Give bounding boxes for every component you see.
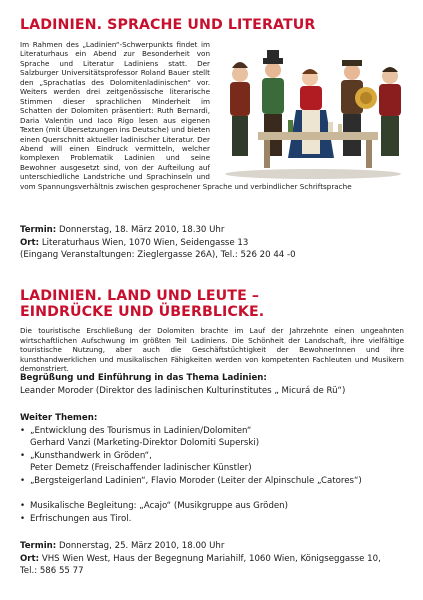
bullet-icon: • bbox=[20, 475, 26, 486]
section2-ort bbox=[20, 553, 410, 566]
section2-themes bbox=[20, 412, 410, 488]
section2-greeting bbox=[20, 372, 410, 397]
greeting-title: Begrüßung und Einführung in das Thema Ladinien: bbox=[20, 373, 267, 383]
section2-extras bbox=[20, 500, 410, 525]
section2-termin-value: Donnerstag, 25. März 2010, 18.00 Uhr bbox=[56, 541, 225, 551]
bullet-icon: • bbox=[20, 450, 26, 461]
bullet-icon: • bbox=[20, 501, 26, 511]
section2-ort-label: Ort: bbox=[20, 553, 40, 564]
section2-heading-line2: EINDRÜCKE UND ÜBERBLICKE. bbox=[20, 304, 265, 320]
theme-item bbox=[20, 425, 410, 450]
theme-item bbox=[20, 450, 410, 475]
section2-ort-value: VHS Wien West, Haus der Begegnung Mariahilf, 1060 Wien, Königseggasse 10, bbox=[39, 553, 381, 564]
section1-extra: (Eingang Veranstaltungen: Zieglergasse 26A), Tel.: 526 20 44 -0 bbox=[20, 250, 296, 261]
section1-ort-label: Ort: bbox=[20, 237, 40, 248]
extras-item bbox=[20, 513, 410, 526]
section1-event-info bbox=[20, 224, 410, 262]
section1-ort-value: Literaturhaus Wien, 1070 Wien, Seidengasse 13 bbox=[39, 237, 249, 248]
extras-list bbox=[20, 500, 410, 525]
section1-heading: LADINIEN. SPRACHE UND LITERATUR bbox=[20, 17, 316, 33]
theme-line1: „Bergsteigerland Ladinien“, Flavio Moroder (Leiter der Alpinschule „Catores“) bbox=[30, 475, 362, 486]
theme-item bbox=[20, 475, 410, 488]
section2-heading-line1: LADINIEN. LAND UND LEUTE – bbox=[20, 288, 260, 304]
themes-title: Weiter Themen: bbox=[20, 413, 98, 423]
section1-termin-value: Donnerstag, 18. März 2010, 18.30 Uhr bbox=[56, 225, 225, 235]
photo-wrap-spacer bbox=[210, 40, 403, 180]
section1-intro-text: Im Rahmen des „Ladinien“-Schwerpunkts findet im Literaturhaus ein Abend zur Besonderheit von Sprache und Literatur Ladiniens statt. Der Salzburger Universitätsprofessor Roland Bauer stellt den „Sprachatlas des Dolomitenladinischen“ vor. Weiters werden drei zeitgenössische literarische Stimmen dieser sprachlichen Minderheit im Schatten der Dolomiten präsentiert: Ruth Bernardi, Daria Valentin und Iaco Rigo lesen aus eigenen Texten (mit Übersetzungen ins Deutsche) und bieten einen Querschnitt aktueller ladinischer Literatur. Der Abend will einen Eindruck vermitteln, welcher komplexen Problematik Ladinien und seine Bewohner ausgesetzt sind, von der Aufteilung auf unterschiedliche Landstriche und Sprachinseln und vom Spannungsverhältnis zwischen gesprochener Sprache und verbindlicher Schriftsprache bbox=[20, 40, 352, 191]
bullet-icon: • bbox=[20, 425, 26, 436]
section2-body: Die touristische Erschließung der Dolomiten brachte im Lauf der Jahrzehnte einen ungeahnten wirtschaftlichen Aufschwung im größten Teil Ladiniens. Die Schönheit der Landschaft, ihre vielfältige touristische Nutzung, aber auch die Geschäftstüchtigkeit der BewohnerInnen und ihre kunsthandwerklichen und musikalischen Fähigkeiten werden von kompetenten Fachleuten und Musikern demonstriert. bbox=[20, 326, 404, 373]
section2-termin bbox=[20, 540, 410, 553]
theme-line2: Gerhard Vanzi (Marketing-Direktor Dolomiti Superski) bbox=[30, 438, 260, 449]
theme-line2: Peter Demetz (Freischaffender ladinischer Künstler) bbox=[30, 463, 252, 474]
section1-ort bbox=[20, 237, 410, 250]
section1-termin bbox=[20, 224, 410, 237]
section2-termin-label: Termin: bbox=[20, 541, 57, 551]
section2-event-info bbox=[20, 540, 410, 578]
section2-tel: Tel.: 586 55 77 bbox=[20, 566, 84, 577]
extras-text: Erfrischungen aus Tirol. bbox=[30, 513, 132, 524]
section2-heading bbox=[20, 288, 264, 320]
extras-text: Musikalische Begleitung: „Acajo“ (Musikgruppe aus Gröden) bbox=[30, 501, 288, 511]
greeting-text: Leander Moroder (Direktor des ladinischen Kulturinstitutes „ Micurá de Rü“) bbox=[20, 385, 346, 396]
theme-line1: „Kunsthandwerk in Gröden“, bbox=[30, 450, 152, 461]
themes-list bbox=[20, 425, 410, 488]
section1-intro bbox=[20, 40, 403, 191]
theme-line1: „Entwicklung des Tourismus in Ladinien/Dolomiten“ bbox=[30, 425, 252, 436]
extras-item bbox=[20, 500, 410, 513]
bullet-icon: • bbox=[20, 513, 26, 524]
section1-termin-label: Termin: bbox=[20, 225, 57, 235]
